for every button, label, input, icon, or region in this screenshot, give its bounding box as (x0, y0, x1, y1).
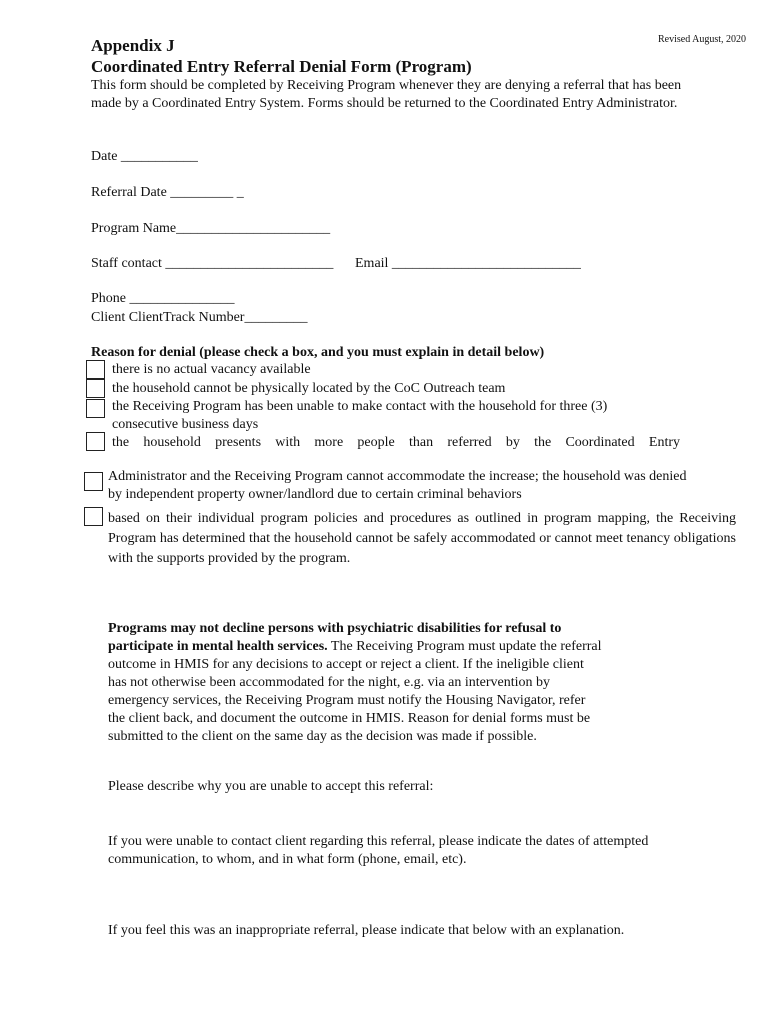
staff-contact-field[interactable]: Staff contact ________________________ (91, 256, 334, 271)
contact-attempts-question: If you were unable to contact client regarding this referral, please indicate the dates of attempted communication, to whom, and in what form (phone, email, etc). (108, 834, 649, 867)
option-not-located: the household cannot be physically located by the CoC Outreach team (112, 381, 506, 396)
client-number-field[interactable]: Client ClientTrack Number_________ (91, 310, 308, 325)
checkbox-no-vacancy[interactable] (86, 360, 105, 379)
checkbox-more-people[interactable] (86, 432, 105, 451)
page-title: Coordinated Entry Referral Denial Form (Program) (91, 57, 472, 76)
program-name-field[interactable]: Program Name______________________ (91, 221, 331, 236)
email-field[interactable]: Email ___________________________ (355, 256, 581, 271)
notice-bold-text: Programs may not decline persons with psychiatric disabilities for refusal to participate in mental health services. (108, 621, 562, 654)
referral-date-field[interactable]: Referral Date _________ _ (91, 185, 244, 200)
phone-field[interactable]: Phone _______________ (91, 291, 235, 306)
checkbox-program-policies[interactable] (84, 507, 103, 526)
intro-paragraph: This form should be completed by Receiving Program whenever they are denying a referral that has been made by a Coordinated Entry System. Forms should be returned to the Coordinated Entry Administrator. (91, 78, 682, 111)
checkbox-no-contact[interactable] (86, 399, 105, 418)
option-landlord-denied: by independent property owner/landlord due to certain criminal behaviors (108, 487, 522, 502)
option-program-policies: based on their individual program policies and procedures as outlined in program mapping, the Receiving Program has determined that the household cannot be safely accommodated or cannot meet tenancy obligations with the supports provided by the program. (108, 511, 736, 566)
option-no-contact: the Receiving Program has been unable to make contact with the household for three (3) (112, 399, 608, 414)
option-no-vacancy: there is no actual vacancy available (112, 362, 311, 377)
revised-date: Revised August, 2020 (658, 34, 747, 45)
checkbox-landlord-denied[interactable] (84, 472, 103, 491)
date-field[interactable]: Date ___________ (91, 149, 198, 164)
notice-text: The Receiving Program must update the referral outcome in HMIS for any decisions to accept or reject a client. If the ineligible client has not otherwise been accommodated for the night, e.g. via an intervention by emergency services, the Receiving Program must notify the Housing Navigator, refer the client back, and document the outcome in HMIS. Reason for denial forms must be submitted to the client on the same day as the decision was made if possible. (108, 639, 602, 744)
checkbox-not-located[interactable] (86, 379, 105, 398)
describe-question: Please describe why you are unable to accept this referral: (108, 779, 434, 794)
notice-paragraph (108, 620, 603, 746)
option-more-people: the household presents with more people than referred by the Coordinated Entry (112, 435, 680, 450)
inappropriate-referral-question: If you feel this was an inappropriate referral, please indicate that below with an explanation. (108, 923, 625, 938)
option-no-contact-cont: consecutive business days (112, 417, 259, 432)
option-cannot-accommodate: Administrator and the Receiving Program cannot accommodate the increase; the household was denied (108, 469, 687, 484)
reason-heading: Reason for denial (please check a box, and you must explain in detail below) (91, 345, 545, 360)
appendix-label: Appendix J (91, 36, 175, 55)
